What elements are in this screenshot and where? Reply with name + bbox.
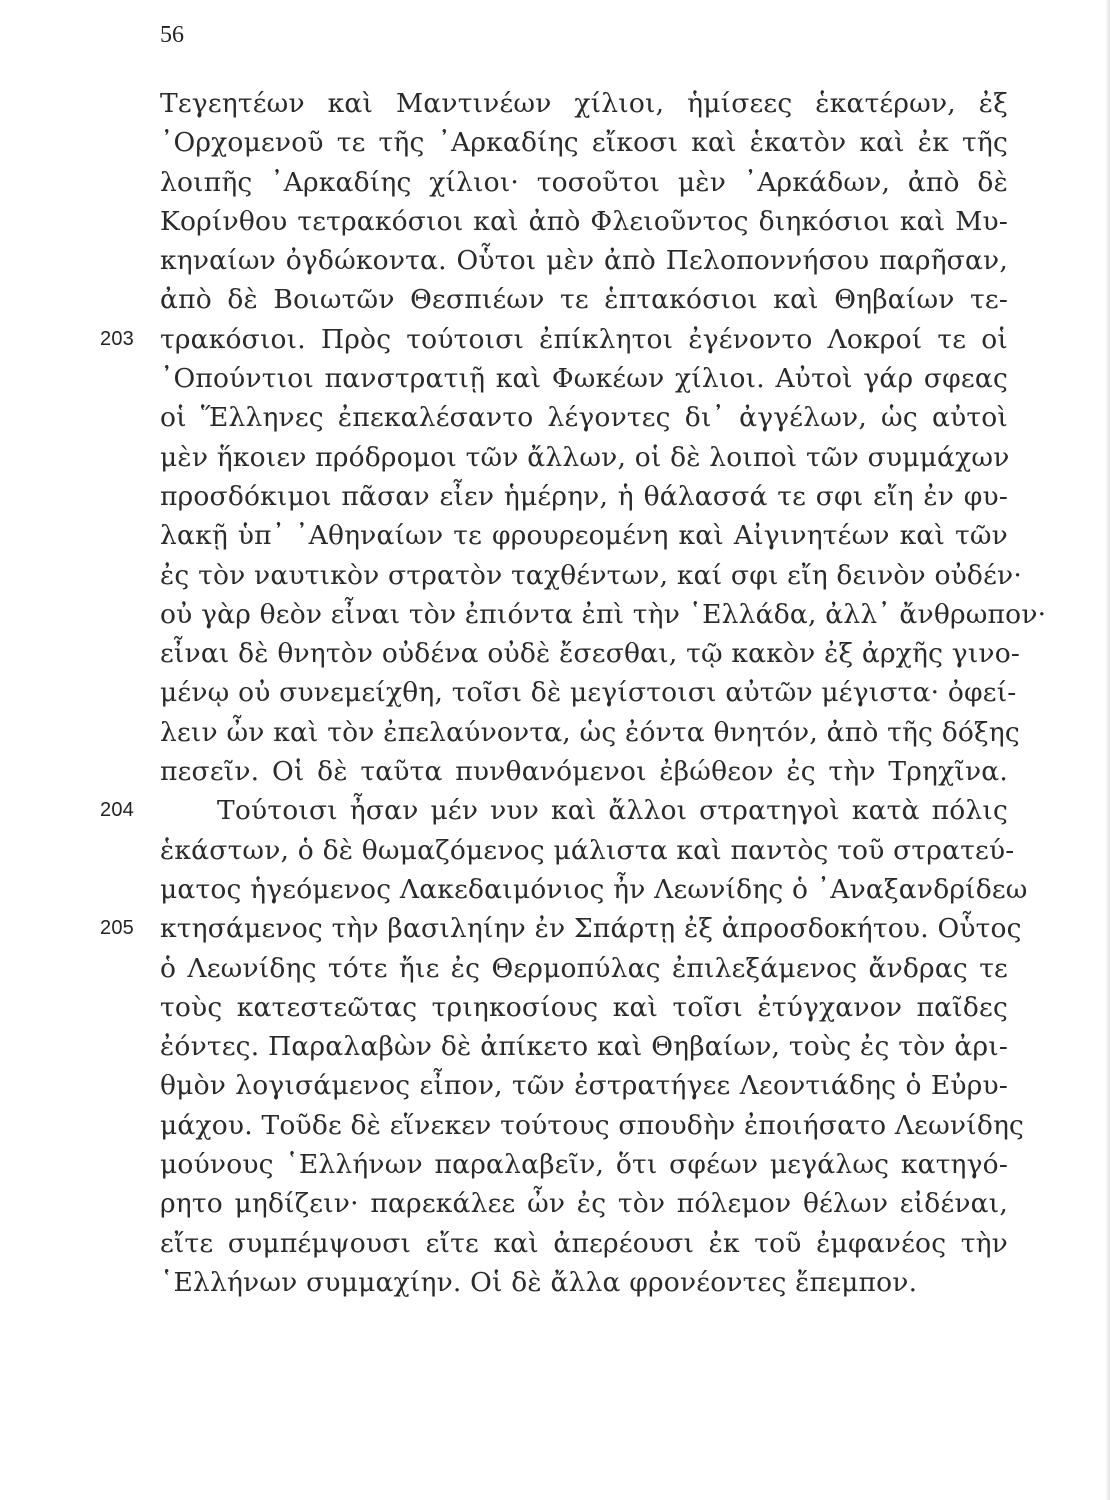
line-text: εἶναι δὲ θνητὸν οὐδένα οὐδὲ ἔσεσθαι, τῷ κακὸν ἐξ ἀρχῆς γινο-	[160, 638, 1021, 670]
line-text: εἴτε συμπέμψουσι εἴτε καὶ ἀπερέουσι ἐκ τοῦ ἐμφανέος τὴν	[160, 1227, 1008, 1259]
text-line	[160, 1184, 1008, 1223]
line-text: Τούτοισι ἦσαν μέν νυν καὶ ἄλλοι στρατηγοὶ κατὰ πόλις	[217, 795, 1008, 827]
line-text: ἑκάστων, ὁ δὲ θωμαζόμενος μάλιστα καὶ παντὸς τοῦ στρατεύ-	[160, 834, 1015, 866]
page-number: 56	[160, 22, 184, 48]
text-line	[160, 595, 1047, 634]
chapter-number: 203	[100, 327, 134, 350]
text-line	[160, 1263, 1008, 1302]
text-line	[160, 831, 1015, 870]
line-text: ἀπὸ δὲ Βοιωτῶν Θεσπιέων τε ἑπτακόσιοι καὶ Θηβαίων τε-	[160, 284, 1008, 316]
line-text: ἐόντες. Παραλαβὼν δὲ ἀπίκετο καὶ Θηβαίων, τοὺς ἐς τὸν ἀρι-	[160, 1031, 1008, 1063]
text-line	[160, 870, 1028, 909]
text-line	[160, 713, 1020, 752]
line-text: ᾽Ορχομενοῦ τε τῆς ᾽Αρκαδίης εἴκοσι καὶ ἑκατὸν καὶ ἐκ τῆς	[160, 127, 1008, 159]
text-line	[160, 438, 1008, 477]
text-line	[160, 1066, 1008, 1105]
line-text: ρητο μηδίζειν· παρεκάλεε ὦν ἐς τὸν πόλεμον θέλων εἰδέναι,	[160, 1188, 1008, 1220]
line-text: λοιπῆς ᾽Αρκαδίης χίλιοι· τοσοῦτοι μὲν ᾽Αρκάδων, ἀπὸ δὲ	[160, 166, 1008, 198]
text-line	[160, 556, 1022, 595]
text-line	[160, 1224, 1008, 1263]
chapter-number: 205	[100, 917, 134, 940]
text-line	[160, 752, 1008, 791]
text-line	[160, 163, 1008, 202]
line-text: κτησάμενος τὴν βασιληίην ἐν Σπάρτῃ ἐξ ἀπροσδοκήτου. Οὗτος	[160, 913, 1022, 945]
text-line	[160, 359, 1008, 398]
line-text: μάχου. Τοῦδε δὲ εἵνεκεν τούτους σπουδὴν ἐποιήσατο Λεωνίδης	[160, 1109, 1025, 1141]
line-text: λακῇ ὑπ᾽ ᾽Αθηναίων τε φρουρεομένη καὶ Αἰγινητέων καὶ τῶν	[160, 520, 1008, 552]
text-line	[160, 1145, 1008, 1184]
text-line	[100, 909, 1022, 948]
line-text: λειν ὦν καὶ τὸν ἐπελαύνοντα, ὡς ἐόντα θνητόν, ἀπὸ τῆς δόξης	[160, 716, 1020, 748]
text-line	[160, 1027, 1008, 1066]
text-line	[160, 634, 1021, 673]
text-line	[160, 673, 1017, 712]
text-line	[160, 123, 1008, 162]
text-line	[100, 320, 1008, 359]
text-line	[160, 84, 1008, 123]
text-line	[160, 1106, 1025, 1145]
line-text: προσδόκιμοι πᾶσαν εἶεν ἡμέρην, ἡ θάλασσά τε σφι εἴη ἐν φυ-	[160, 480, 1008, 512]
line-text: ᾽Οπούντιοι πανστρατιῇ καὶ Φωκέων χίλιοι. Αὐτοὶ γάρ σφεας	[160, 363, 1008, 395]
line-text: μένῳ οὐ συνεμείχθη, τοῖσι δὲ μεγίστοισι αὐτῶν μέγιστα· ὀφεί-	[160, 677, 1017, 709]
chapter-number: 204	[100, 799, 134, 822]
text-line	[160, 398, 1008, 437]
text-line	[100, 791, 1008, 830]
line-text: Τεγεητέων καὶ Μαντινέων χίλιοι, ἡμίσεες ἑκατέρων, ἐξ	[160, 88, 1008, 119]
text-line	[160, 516, 1008, 555]
body-text	[100, 84, 1047, 1302]
line-text: μὲν ἥκοιεν πρόδρομοι τῶν ἄλλων, οἱ δὲ λοιποὶ τῶν συμμάχων	[160, 441, 1010, 473]
line-text: μούνους ῾Ελλήνων παραλαβεῖν, ὅτι σφέων μεγάλως κατηγό-	[160, 1149, 1008, 1181]
text-line	[160, 477, 1008, 516]
line-text: οὐ γὰρ θεὸν εἶναι τὸν ἐπιόντα ἐπὶ τὴν ῾Ελλάδα, ἀλλ᾽ ἄνθρωπον·	[160, 598, 1047, 630]
text-line	[160, 280, 1008, 319]
line-text: τρακόσιοι. Πρὸς τούτοισι ἐπίκλητοι ἐγένοντο Λοκροί τε οἱ	[160, 323, 1008, 355]
line-text: ἐς τὸν ναυτικὸν στρατὸν ταχθέντων, καί σφι εἴη δεινὸν οὐδέν·	[160, 559, 1022, 591]
line-text: οἱ Ἕλληνες ἐπεκαλέσαντο λέγοντες δι᾽ ἀγγέλων, ὡς αὐτοὶ	[160, 402, 1008, 434]
line-text: Κορίνθου τετρακόσιοι καὶ ἀπὸ Φλειοῦντος διηκόσιοι καὶ Μυ-	[160, 205, 1008, 237]
line-text: ματος ἡγεόμενος Λακεδαιμόνιος ἦν Λεωνίδης ὁ ᾽Αναξανδρίδεω	[160, 873, 1028, 905]
line-text: ῾Ελλήνων συμμαχίην. Οἱ δὲ ἄλλα φρονέοντες ἔπεμπον.	[160, 1266, 918, 1298]
text-line	[160, 202, 1008, 241]
text-line	[160, 949, 1008, 988]
page-edge-shadow	[1106, 0, 1110, 1500]
line-text: ὁ Λεωνίδης τότε ἤιε ἐς Θερμοπύλας ἐπιλεξάμενος ἄνδρας τε	[160, 952, 1008, 984]
line-text: τοὺς κατεστεῶτας τριηκοσίους καὶ τοῖσι ἐτύγχανον παῖδες	[160, 991, 1008, 1023]
text-line	[160, 241, 1008, 280]
line-text: πεσεῖν. Οἱ δὲ ταῦτα πυνθανόμενοι ἐβώθεον ἐς τὴν Τρηχῖνα.	[160, 756, 1008, 788]
line-text: κηναίων ὀγδώκοντα. Οὗτοι μὲν ἀπὸ Πελοποννήσου παρῆσαν,	[160, 245, 1008, 277]
text-line	[160, 988, 1008, 1027]
line-text: θμὸν λογισάμενος εἶπον, τῶν ἐστρατήγεε Λεοντιάδης ὁ Εὐρυ-	[160, 1070, 1008, 1102]
